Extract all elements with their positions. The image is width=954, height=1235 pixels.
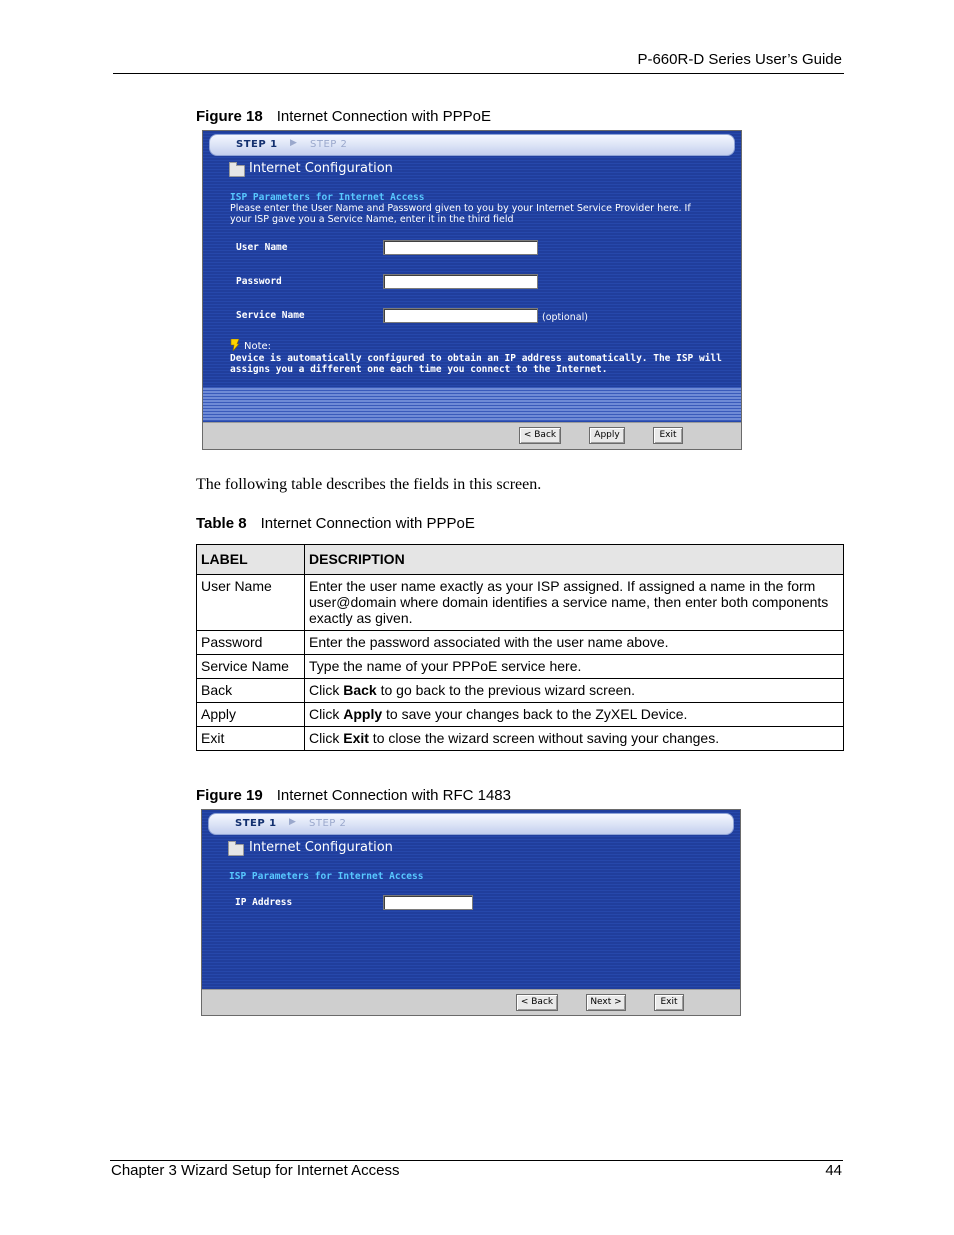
row-description — [305, 703, 844, 727]
ip-address-input[interactable] — [383, 895, 473, 910]
desc-post: to close the wizard screen without saving your changes. — [368, 730, 720, 746]
figure-19-caption — [196, 787, 511, 804]
step-arrow-icon: ▶ — [289, 817, 296, 827]
table-row — [197, 703, 844, 727]
row-description: Type the name of your PPPoE service here. — [305, 655, 844, 679]
table-row — [197, 575, 844, 631]
footer-rule — [110, 1160, 843, 1161]
decorative-stripes — [203, 387, 741, 421]
password-input[interactable] — [383, 274, 538, 289]
figure-19-label: Figure 19 — [196, 787, 263, 804]
note-line-1: Device is automatically configured to obtain an IP address automatically. The ISP will — [230, 353, 722, 364]
back-button[interactable]: < Back — [516, 994, 558, 1011]
table-8-label: Table 8 — [196, 515, 247, 532]
table-header-row — [197, 545, 844, 575]
table-8-caption — [196, 515, 475, 532]
table-8-title: Internet Connection with PPPoE — [260, 515, 475, 532]
description-header: DESCRIPTION — [305, 545, 844, 575]
isp-description-line-2: your ISP gave you a Service Name, enter it in the third field — [230, 214, 514, 225]
figure-18-label: Figure 18 — [196, 108, 263, 125]
row-label: Password — [197, 631, 305, 655]
row-description: Enter the password associated with the user name above. — [305, 631, 844, 655]
step-2-label: STEP 2 — [310, 139, 348, 150]
guide-title: P-660R-D Series User’s Guide — [637, 51, 842, 68]
isp-description-line-1: Please enter the User Name and Password given to you by your Internet Service Provider here. If — [230, 203, 691, 214]
intro-text: The following table describes the fields in this screen. — [196, 476, 542, 493]
fields-table — [196, 544, 844, 751]
row-label: Apply — [197, 703, 305, 727]
service-name-input[interactable] — [383, 308, 538, 323]
service-name-label: Service Name — [236, 310, 305, 321]
exit-button[interactable]: Exit — [654, 994, 684, 1011]
desc-bold: Apply — [343, 706, 383, 722]
row-description: Enter the user name exactly as your ISP assigned. If assigned a name in the form user@domain where domain identifies a service name, then enter both components exactly as given. — [305, 575, 844, 631]
apply-button[interactable]: Apply — [589, 427, 625, 444]
step-1-label: STEP 1 — [236, 139, 278, 150]
row-label: Exit — [197, 727, 305, 751]
desc-post: to go back to the previous wizard screen. — [376, 682, 636, 698]
wizard-step-bar — [208, 813, 734, 835]
isp-heading: ISP Parameters for Internet Access — [230, 192, 425, 203]
label-header: LABEL — [197, 545, 305, 575]
step-2-label: STEP 2 — [309, 818, 347, 829]
desc-post: to save your changes back to the ZyXEL Device. — [382, 706, 688, 722]
password-label: Password — [236, 276, 282, 287]
table-row — [197, 727, 844, 751]
config-title: Internet Configuration — [249, 161, 393, 176]
row-description — [305, 727, 844, 751]
figure-18-title: Internet Connection with PPPoE — [276, 108, 491, 125]
config-title: Internet Configuration — [249, 840, 393, 855]
row-description — [305, 679, 844, 703]
button-bar — [202, 989, 740, 1015]
figure-19-screenshot — [201, 809, 741, 1016]
row-label: User Name — [197, 575, 305, 631]
figure-19-title: Internet Connection with RFC 1483 — [276, 787, 511, 804]
desc-pre: Click — [309, 682, 344, 698]
back-button[interactable]: < Back — [519, 427, 561, 444]
row-label: Service Name — [197, 655, 305, 679]
note-text — [230, 353, 722, 375]
figure-18-caption — [196, 108, 491, 125]
step-arrow-icon: ▶ — [290, 138, 297, 148]
button-bar — [203, 422, 741, 449]
exit-button[interactable]: Exit — [653, 427, 683, 444]
isp-description — [230, 203, 691, 225]
note-icon — [230, 339, 240, 351]
step-1-label: STEP 1 — [235, 818, 277, 829]
page-number: 44 — [825, 1162, 842, 1179]
desc-pre: Click — [309, 730, 344, 746]
user-name-input[interactable] — [383, 240, 538, 255]
folder-icon — [229, 165, 245, 177]
row-label: Back — [197, 679, 305, 703]
table-row — [197, 655, 844, 679]
header-rule — [113, 73, 844, 74]
figure-18-screenshot — [202, 130, 742, 450]
ip-address-label: IP Address — [235, 897, 293, 908]
optional-hint: (optional) — [542, 312, 588, 323]
chapter-title: Chapter 3 Wizard Setup for Internet Access — [111, 1162, 400, 1179]
desc-bold: Exit — [343, 730, 369, 746]
table-row — [197, 679, 844, 703]
next-button[interactable]: Next > — [586, 994, 626, 1011]
desc-bold: Back — [343, 682, 377, 698]
user-name-label: User Name — [236, 242, 288, 253]
wizard-step-bar — [209, 134, 735, 156]
table-row — [197, 631, 844, 655]
note-label: Note: — [244, 341, 272, 352]
isp-heading: ISP Parameters for Internet Access — [229, 871, 424, 882]
desc-pre: Click — [309, 706, 344, 722]
folder-icon — [228, 844, 244, 856]
note-line-2: assigns you a different one each time you connect to the Internet. — [230, 364, 608, 375]
